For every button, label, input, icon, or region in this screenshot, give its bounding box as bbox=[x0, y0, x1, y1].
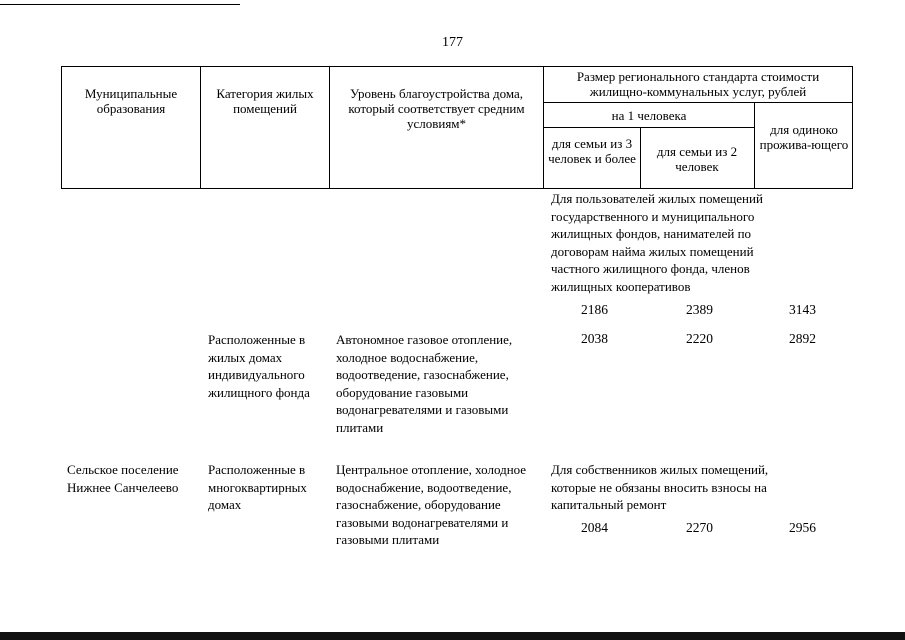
header-standard: Размер регионального стандарта стоимости жилищно-коммунальных услуг, рублей bbox=[576, 69, 820, 99]
header-per-person: на 1 человека bbox=[611, 108, 687, 123]
top-rule bbox=[0, 4, 240, 5]
header-municipality: Муниципальные образования bbox=[84, 86, 178, 116]
row3-value-family3: 2084 bbox=[581, 520, 608, 535]
header-family3: для семьи из 3 человек и более bbox=[548, 136, 636, 166]
row2-value-family2: 2220 bbox=[686, 331, 713, 346]
row2-value-single: 2892 bbox=[789, 331, 816, 346]
bottom-bar bbox=[0, 632, 905, 640]
header-category: Категория жилых помещений bbox=[216, 86, 314, 116]
page-number: 177 bbox=[442, 35, 463, 50]
row3-value-family2: 2270 bbox=[686, 520, 713, 535]
row2-level: Автономное газовое отопление, холодное водоснабжение, водоотведение, газоснабжение, оборудование газовыми водонагревателями и газовыми плитами bbox=[336, 332, 513, 435]
header-single: для одиноко прожива-ющего bbox=[759, 122, 849, 152]
header-family2: для семьи из 2 человек bbox=[656, 144, 738, 174]
header-level: Уровень благоустройства дома, который соответствует средним условиям* bbox=[348, 86, 525, 131]
row1-value-family2: 2389 bbox=[686, 302, 713, 317]
row3-note: Для собственников жилых помещений, которые не обязаны вносить взносы на капитальный ремонт bbox=[551, 462, 769, 512]
row1-value-single: 3143 bbox=[789, 302, 816, 317]
row1-note: Для пользователей жилых помещений государственного и муниципального жилищных фондов, нанимателей по договорам найма жилых помещений частного жилищного фонда, членов жилищных кооперативов bbox=[551, 191, 763, 294]
row3-level: Центральное отопление, холодное водоснабжение, водоотведение, газоснабжение, оборудование газовыми водонагревателями и газовыми плитами bbox=[336, 462, 527, 547]
row3-category: Расположенные в многоквартирных домах bbox=[208, 462, 307, 512]
row1-value-family3: 2186 bbox=[581, 302, 608, 317]
row3-municipality: Сельское поселение Нижнее Санчелеево bbox=[67, 462, 179, 495]
row2-category: Расположенные в жилых домах индивидуального жилищного фонда bbox=[208, 332, 310, 400]
row3-value-single: 2956 bbox=[789, 520, 816, 535]
row2-value-family3: 2038 bbox=[581, 331, 608, 346]
